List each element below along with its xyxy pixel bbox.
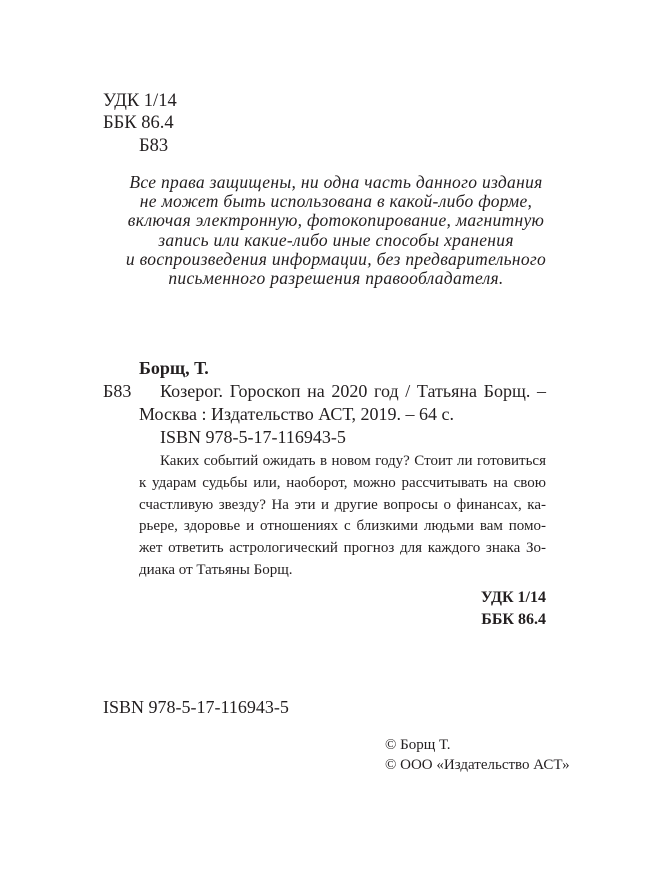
rights-notice-line: включая электронную, фотокопирование, магнитную [127,210,545,231]
annotation-line: к ударам судьбы или, наоборот, можно рассчитывать на свою [139,474,546,491]
annotation-line: жет ответить астрологический прогноз для каждого знака Зо- [139,540,546,557]
catalog-annotation [139,451,546,582]
catalog-imprint-line: Москва : Издательство АСТ, 2019. – 64 с. [139,404,455,424]
copyright-publisher: © ООО «Издательство АСТ» [385,757,570,773]
udk-code: УДК 1/14 [103,91,177,111]
annotation-line: Каких событий ожидать в новом году? Стоит ли готовиться [160,453,546,469]
isbn: ISBN 978-5-17-116943-5 [103,697,289,717]
catalog-udk-code: УДК 1/14 [480,589,546,606]
rights-notice-line: не может быть использована в какой-либо форме, [139,191,533,212]
rights-notice-line: запись или какие-либо иные способы хранения [158,229,514,250]
author-mark: Б83 [139,136,169,156]
annotation-line: диака от Татьяны Борщ. [139,561,293,578]
rights-notice [120,173,552,288]
catalog-title-line: Козерог. Гороскоп на 2020 год / Татьяна Борщ. – [160,381,546,401]
catalog-author-mark: Б83 [103,381,132,401]
catalog-author-heading: Борщ, Т. [139,358,209,378]
catalog-isbn: ISBN 978-5-17-116943-5 [160,427,346,447]
catalog-bbk-code: ББК 86.4 [481,611,546,628]
rights-notice-line: письменного разрешения правообладателя. [168,267,504,288]
annotation-line: рьере, здоровье и отношениях с близкими людьми вам помо- [139,518,546,535]
rights-notice-line: Все права защищены, ни одна часть данного издания [129,172,543,192]
rights-notice-line: и воспроизведения информации, без предварительного [125,248,547,269]
bbk-code: ББК 86.4 [103,113,174,133]
annotation-line: счастливую звезду? На эти и другие вопросы о финансах, ка- [139,496,546,513]
copyright-author: © Борщ Т. [385,737,451,753]
